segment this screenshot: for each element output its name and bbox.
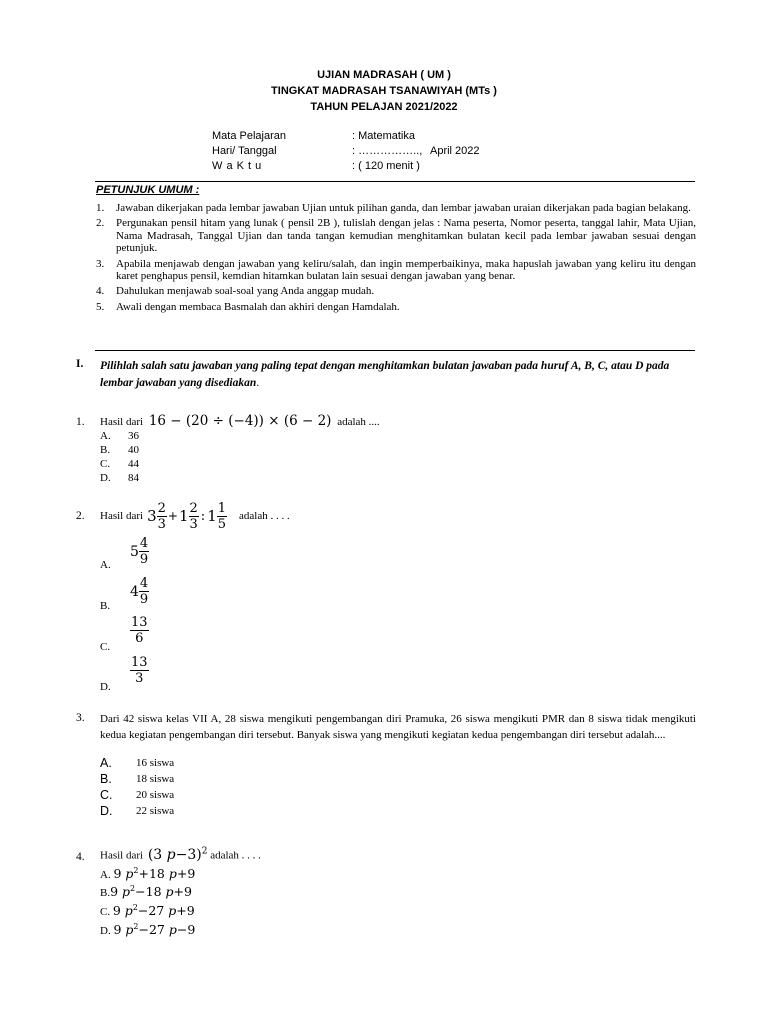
term: 9 [112,903,125,919]
term: +9 [173,884,192,900]
date-month: April 2022 [430,145,480,157]
term: +9 [176,866,196,882]
q4-option-c [100,903,195,918]
q4-suffix: adalah . . . . [210,849,261,862]
section-number: I. [76,358,84,370]
denominator: 9 [139,552,149,567]
item-text: Dahulukan menjawab soal-soal yang Anda anggap mudah. [116,285,375,298]
var: p [125,866,134,882]
question-4 [100,846,261,863]
subject-label: Mata Pelajaran [212,130,286,142]
date-label: Hari/ Tanggal [212,145,277,157]
numerator: 2 [157,500,166,516]
option-fraction [130,616,149,645]
option-label: A. [100,869,111,882]
option-whole: 5 [130,543,139,560]
date-value: : …………….., [352,145,423,157]
item-text: Jawaban dikerjakan pada lembar jawaban Ujian untuk pilihan ganda, dan lembar jawaban uraian dikerjakan pada bagian belakang. [116,202,691,214]
q1-suffix: adalah .... [337,416,380,428]
option-label: C. [100,641,111,653]
question-2 [100,496,290,536]
option-label: A. [100,559,111,571]
numerator: 4 [139,576,149,591]
item-text: Awali dengan membaca Basmalah dan akhiri dengan Hamdalah. [116,300,400,313]
q2-fraction-3 [217,502,227,531]
term: 9 [113,922,126,938]
q2-whole-2: 1 [178,507,189,525]
option-label: C. [100,906,111,919]
q4-option-a [100,866,195,881]
list-item [96,258,696,283]
q1-prefix: Hasil dari [100,416,144,428]
option-value [130,616,149,645]
expr-close: −3) [175,846,202,863]
var: p [122,884,131,900]
exp: 2 [133,922,139,931]
instructions-divider [95,350,695,351]
q4-expression [148,847,208,863]
q2-fraction-2 [189,502,199,531]
denominator: 6 [135,631,144,646]
question-3-text: Dari 42 siswa kelas VII A, 28 siswa mengikuti pengembangan diri Pramuka, 26 siswa mengikuti PMR dan 8 siswa tidak mengikuti kedua kegiatan pengembangan diri tersebut. Banyak siswa yang mengikuti kegiatan kedua pengembangan diri tersebut adalah.... [100,713,696,741]
q1-expression: 16 − (20 ÷ (−4)) × (6 − 2) [148,413,332,429]
option-label: A. [100,756,112,770]
q4-option-d [100,922,195,937]
item-number: 5. [96,300,105,313]
option-label: C. [100,458,111,470]
term: −27 [138,922,169,938]
denominator: 9 [139,592,149,607]
denominator: 5 [217,516,227,532]
term: 9 [110,884,123,900]
q4-option-b [100,884,192,899]
exp: 2 [132,903,138,912]
option-fraction [130,656,149,685]
section-end: . [256,377,260,389]
q2-op-plus: + [167,509,178,523]
option-label: B. [100,887,111,900]
list-item [96,285,696,297]
option-label: D. [100,804,113,818]
option-value: 40 [128,444,139,456]
list-item [96,202,696,214]
header-divider [95,181,695,182]
denominator: 3 [157,516,166,532]
numerator: 13 [131,655,148,670]
item-text: Apabila menjawab dengan jawaban yang keliru/salah, dan ingin memperbaikinya, maka hapuslah jawaban yang keliru itu dengan karet penghapus pensil, kemdian hitamkan bulatan lain sesuai dengan jawaban yang benar. [116,257,696,283]
list-item [96,217,696,254]
option-label: D. [100,925,111,938]
option-value: 22 siswa [136,805,175,817]
academic-year: TAHUN PELAJAN 2021/2022 [310,101,458,113]
var: p [168,922,177,938]
numerator: 13 [131,615,148,630]
item-text: Pergunakan pensil hitam yang lunak ( pensil 2B ), tulislah dengan jelas : Nama peserta, Nomor peserta, tanggal lahir, Mata Ujian, Nama Madrasah, Tanggal Ujian dan tanda tangan kemudian menghitamkan bulatan kecil pada lembar jawaban sesuai dengan petunjuk. [116,217,696,255]
question-4-number: 4. [76,851,85,863]
var: p [168,866,177,882]
denominator: 3 [189,516,198,532]
q2-op-divide: : [200,508,206,524]
item-number: 3. [96,257,105,270]
option-fraction [139,537,149,566]
q2-whole-3: 1 [207,507,217,525]
term: 9 [113,866,126,882]
item-number: 1. [96,202,105,214]
option-label: A. [100,430,111,442]
subject-value: : Matematika [352,130,415,142]
var: p [168,903,177,919]
denominator: 3 [135,671,144,686]
term: +18 [138,866,169,882]
numerator: 4 [139,536,149,551]
option-value: 16 siswa [136,757,175,769]
instructions-list [96,202,696,313]
expr-exp: 2 [201,846,208,856]
q4-prefix: Hasil dari [100,849,144,862]
exam-title: UJIAN MADRASAH ( UM ) [317,69,451,81]
expr-open: (3 [147,846,167,863]
option-label: B. [100,600,111,612]
option-label: B. [100,444,111,456]
option-whole: 4 [130,583,139,600]
section-text: Pilihlah salah satu jawaban yang paling tepat dengan menghitamkan bulatan jawaban pada huruf A, B, C, atau D pada lembar jawaban yang disediakan [100,360,670,389]
term: +9 [176,903,195,919]
section-instruction [100,358,696,392]
instructions-title: PETUNJUK UMUM : [96,184,200,196]
option-value [130,537,149,566]
school-level: TINGKAT MADRASAH TSANAWIYAH (MTs ) [271,85,497,97]
q2-fraction-1 [157,502,167,531]
option-label: C. [100,788,113,802]
list-item [96,301,696,313]
question-2-number: 2. [76,510,85,522]
term: −18 [135,884,166,900]
question-1 [100,413,380,429]
option-fraction [139,577,149,606]
option-value: 18 siswa [136,773,175,785]
option-value [130,656,149,685]
numerator: 1 [217,500,227,516]
question-1-number: 1. [76,416,85,428]
expr-var: p [166,846,176,863]
option-label: D. [100,472,111,484]
option-value: 84 [128,472,139,484]
time-label: W a K t u [212,160,262,172]
option-value: 36 [128,430,139,442]
option-label: D. [100,681,111,693]
item-number: 4. [96,285,105,298]
question-3-number: 3. [76,712,85,724]
q2-whole-1: 3 [147,507,157,525]
var: p [125,922,134,938]
numerator: 2 [189,500,198,516]
term: −9 [176,922,196,938]
exp: 2 [130,884,136,893]
option-value: 44 [128,458,139,470]
var: p [124,903,133,919]
item-number: 2. [96,217,105,230]
option-value: 20 siswa [136,789,175,801]
q2-suffix: adalah . . . . [239,510,290,522]
option-label: B. [100,772,112,786]
option-value [130,577,149,606]
term: −27 [137,903,169,919]
exp: 2 [133,866,139,875]
q2-prefix: Hasil dari [100,510,144,522]
var: p [165,884,174,900]
time-value: : ( 120 menit ) [352,160,420,172]
